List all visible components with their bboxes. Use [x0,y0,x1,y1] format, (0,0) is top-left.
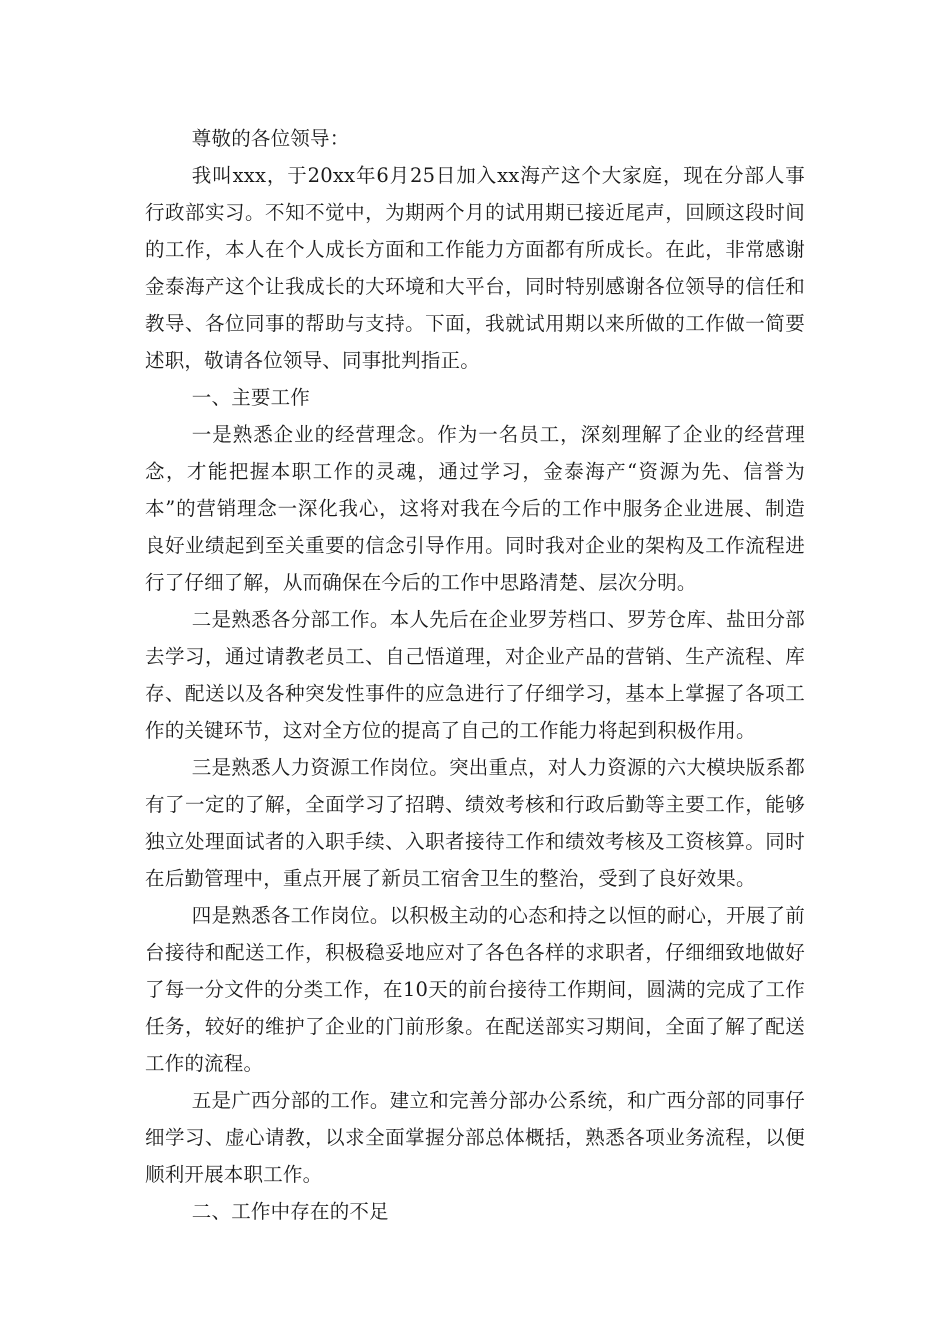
document-body [145,120,805,1230]
paragraph-item-4: 四是熟悉各工作岗位。以积极主动的心态和持之以恒的耐心，开展了前台接待和配送工作，积极稳妥地应对了各色各样的求职者，仔细细致地做好了每一分文件的分类工作，在10天的前台接待工作期间，圆满的完成了工作任务，较好的维护了企业的门前形象。在配送部实习期间，全面了解了配送工作的流程。 [145,904,805,1075]
section-heading-shortcomings: 二、工作中存在的不足 [191,1200,389,1223]
paragraph-item-1: 一是熟悉企业的经营理念。作为一名员工，深刻理解了企业的经营理念，才能把握本职工作的灵魂，通过学习，金泰海产“资源为先、信誉为本”的营销理念一深化我心，这将对我在今后的工作中服务企业进展、制造良好业绩起到至关重要的信念引导作用。同时我对企业的架构及工作流程进行了仔细了解，从而确保在今后的工作中思路清楚、层次分明。 [145,423,805,594]
paragraph-item-3: 三是熟悉人力资源工作岗位。突出重点，对人力资源的六大模块版系都有了一定的了解，全面学习了招聘、绩效考核和行政后勤等主要工作，能够独立处理面试者的入职手续、入职者接待工作和绩效考核及工资核算。同时在后勤管理中，重点开展了新员工宿舍卫生的整治，受到了良好效果。 [145,756,805,890]
paragraph-item-5: 五是广西分部的工作。建立和完善分部办公系统，和广西分部的同事仔细学习、虚心请教，以求全面掌握分部总体概括，熟悉各项业务流程，以便顺利开展本职工作。 [145,1089,805,1186]
section-heading-main-work: 一、主要工作 [191,386,310,409]
intro-paragraph: 我叫xxx，于20xx年6月25日加入xx海产这个大家庭，现在分部人事行政部实习。不知不觉中，为期两个月的试用期已接近尾声，回顾这段时间的工作，本人在个人成长方面和工作能力方面都有所成长。在此，非常感谢金泰海产这个让我成长的大环境和大平台，同时特别感谢各位领导的信任和教导、各位同事的帮助与支持。下面，我就试用期以来所做的工作做一简要述职，敬请各位领导、同事批判指正。 [145,164,805,372]
paragraph-item-2: 二是熟悉各分部工作。本人先后在企业罗芳档口、罗芳仓库、盐田分部去学习，通过请教老员工、自己悟道理，对企业产品的营销、生产流程、库存、配送以及各种突发性事件的应急进行了仔细学习，基本上掌握了各项工作的关键环节，这对全方位的提高了自己的工作能力将起到积极作用。 [145,608,805,742]
salutation: 尊敬的各位领导： [191,127,350,150]
